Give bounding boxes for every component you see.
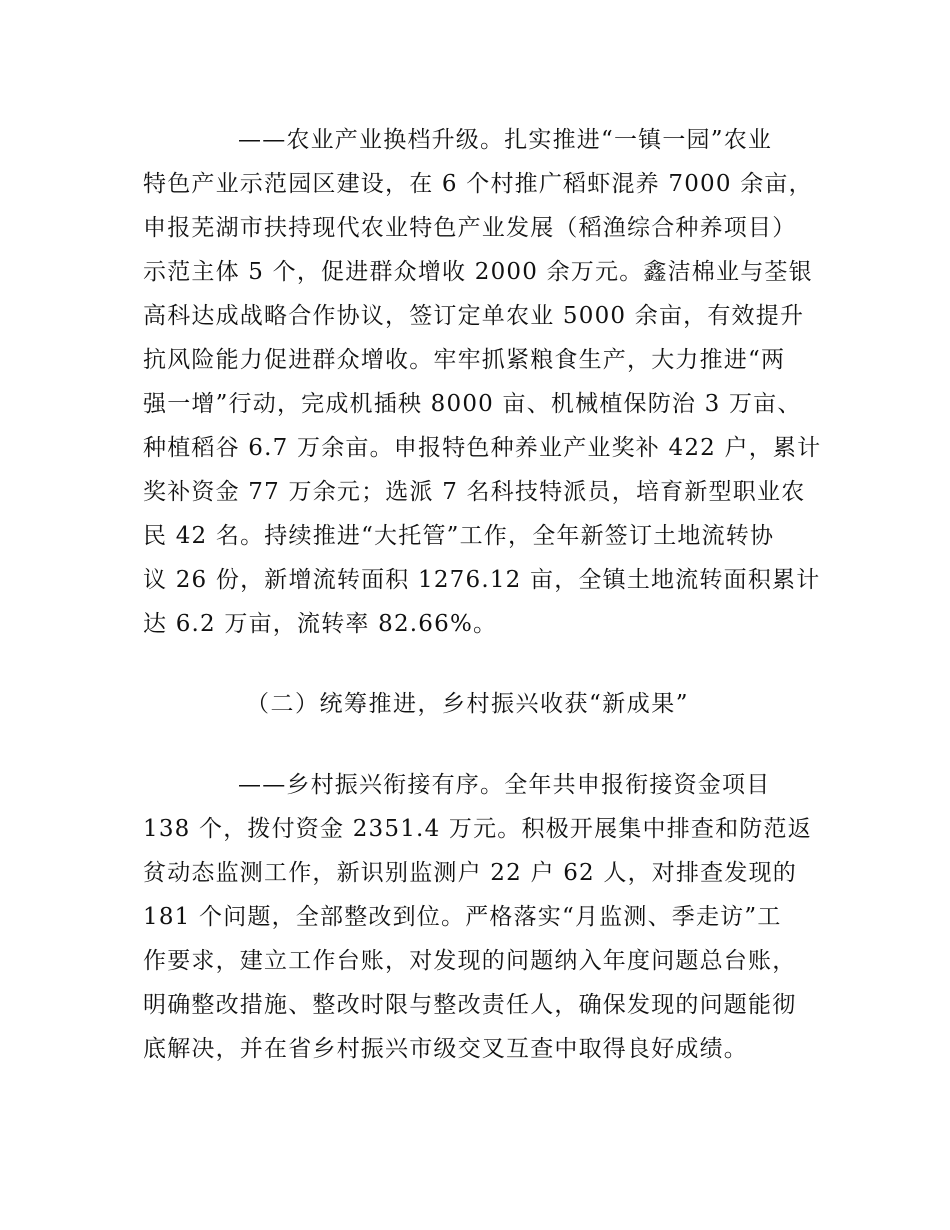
paragraph-line: 强一增”行动，完成机插秧 8000 亩、机械植保防治 3 万亩、 xyxy=(143,391,802,417)
paragraph-line: ——农业产业换档升级。扎实推进“一镇一园”农业 xyxy=(238,127,773,153)
paragraph-line: 高科达成战略合作协议，签订定单农业 5000 余亩，有效提升 xyxy=(143,303,805,329)
section-heading: （二）统筹推进，乡村振兴收获“新成果” xyxy=(246,691,690,717)
paragraph-line: 特色产业示范园区建设，在 6 个村推广稻虾混养 7000 余亩， xyxy=(143,171,813,197)
paragraph-line: 种植稻谷 6.7 万余亩。申报特色种养业产业奖补 422 户，累计 xyxy=(143,435,822,461)
paragraph-line: 138 个，拨付资金 2351.4 万元。积极开展集中排查和防范返 xyxy=(143,816,812,842)
paragraph-line: 贫动态监测工作，新识别监测户 22 户 62 人，对排查发现的 xyxy=(143,860,797,886)
paragraph-line: ——乡村振兴衔接有序。全年共申报衔接资金项目 xyxy=(238,772,771,798)
paragraph-line: 181 个问题，全部整改到位。严格落实“月监测、季走访”工 xyxy=(143,904,782,930)
paragraph-line: 民 42 名。持续推进“大托管”工作，全年新签订土地流转协 xyxy=(143,523,775,549)
paragraph-line: 奖补资金 77 万余元；选派 7 名科技特派员，培育新型职业农 xyxy=(143,479,806,505)
paragraph-line: 作要求，建立工作台账，对发现的问题纳入年度问题总台账， xyxy=(143,948,797,974)
paragraph-line: 达 6.2 万亩，流转率 82.66%。 xyxy=(143,611,498,637)
paragraph-line: 申报芜湖市扶持现代农业特色产业发展（稻渔综合种养项目） xyxy=(143,215,797,241)
paragraph-line: 示范主体 5 个，促进群众增收 2000 余万元。鑫洁棉业与荃银 xyxy=(143,259,813,285)
paragraph-line: 明确整改措施、整改时限与整改责任人，确保发现的问题能彻 xyxy=(143,992,797,1018)
paragraph-line: 抗风险能力促进群众增收。牢牢抓紧粮食生产，大力推进“两 xyxy=(143,347,786,373)
paragraph-line: 底解决，并在省乡村振兴市级交叉互查中取得良好成绩。 xyxy=(143,1036,748,1062)
paragraph-line: 议 26 份，新增流转面积 1276.12 亩，全镇土地流转面积累计 xyxy=(143,567,821,593)
